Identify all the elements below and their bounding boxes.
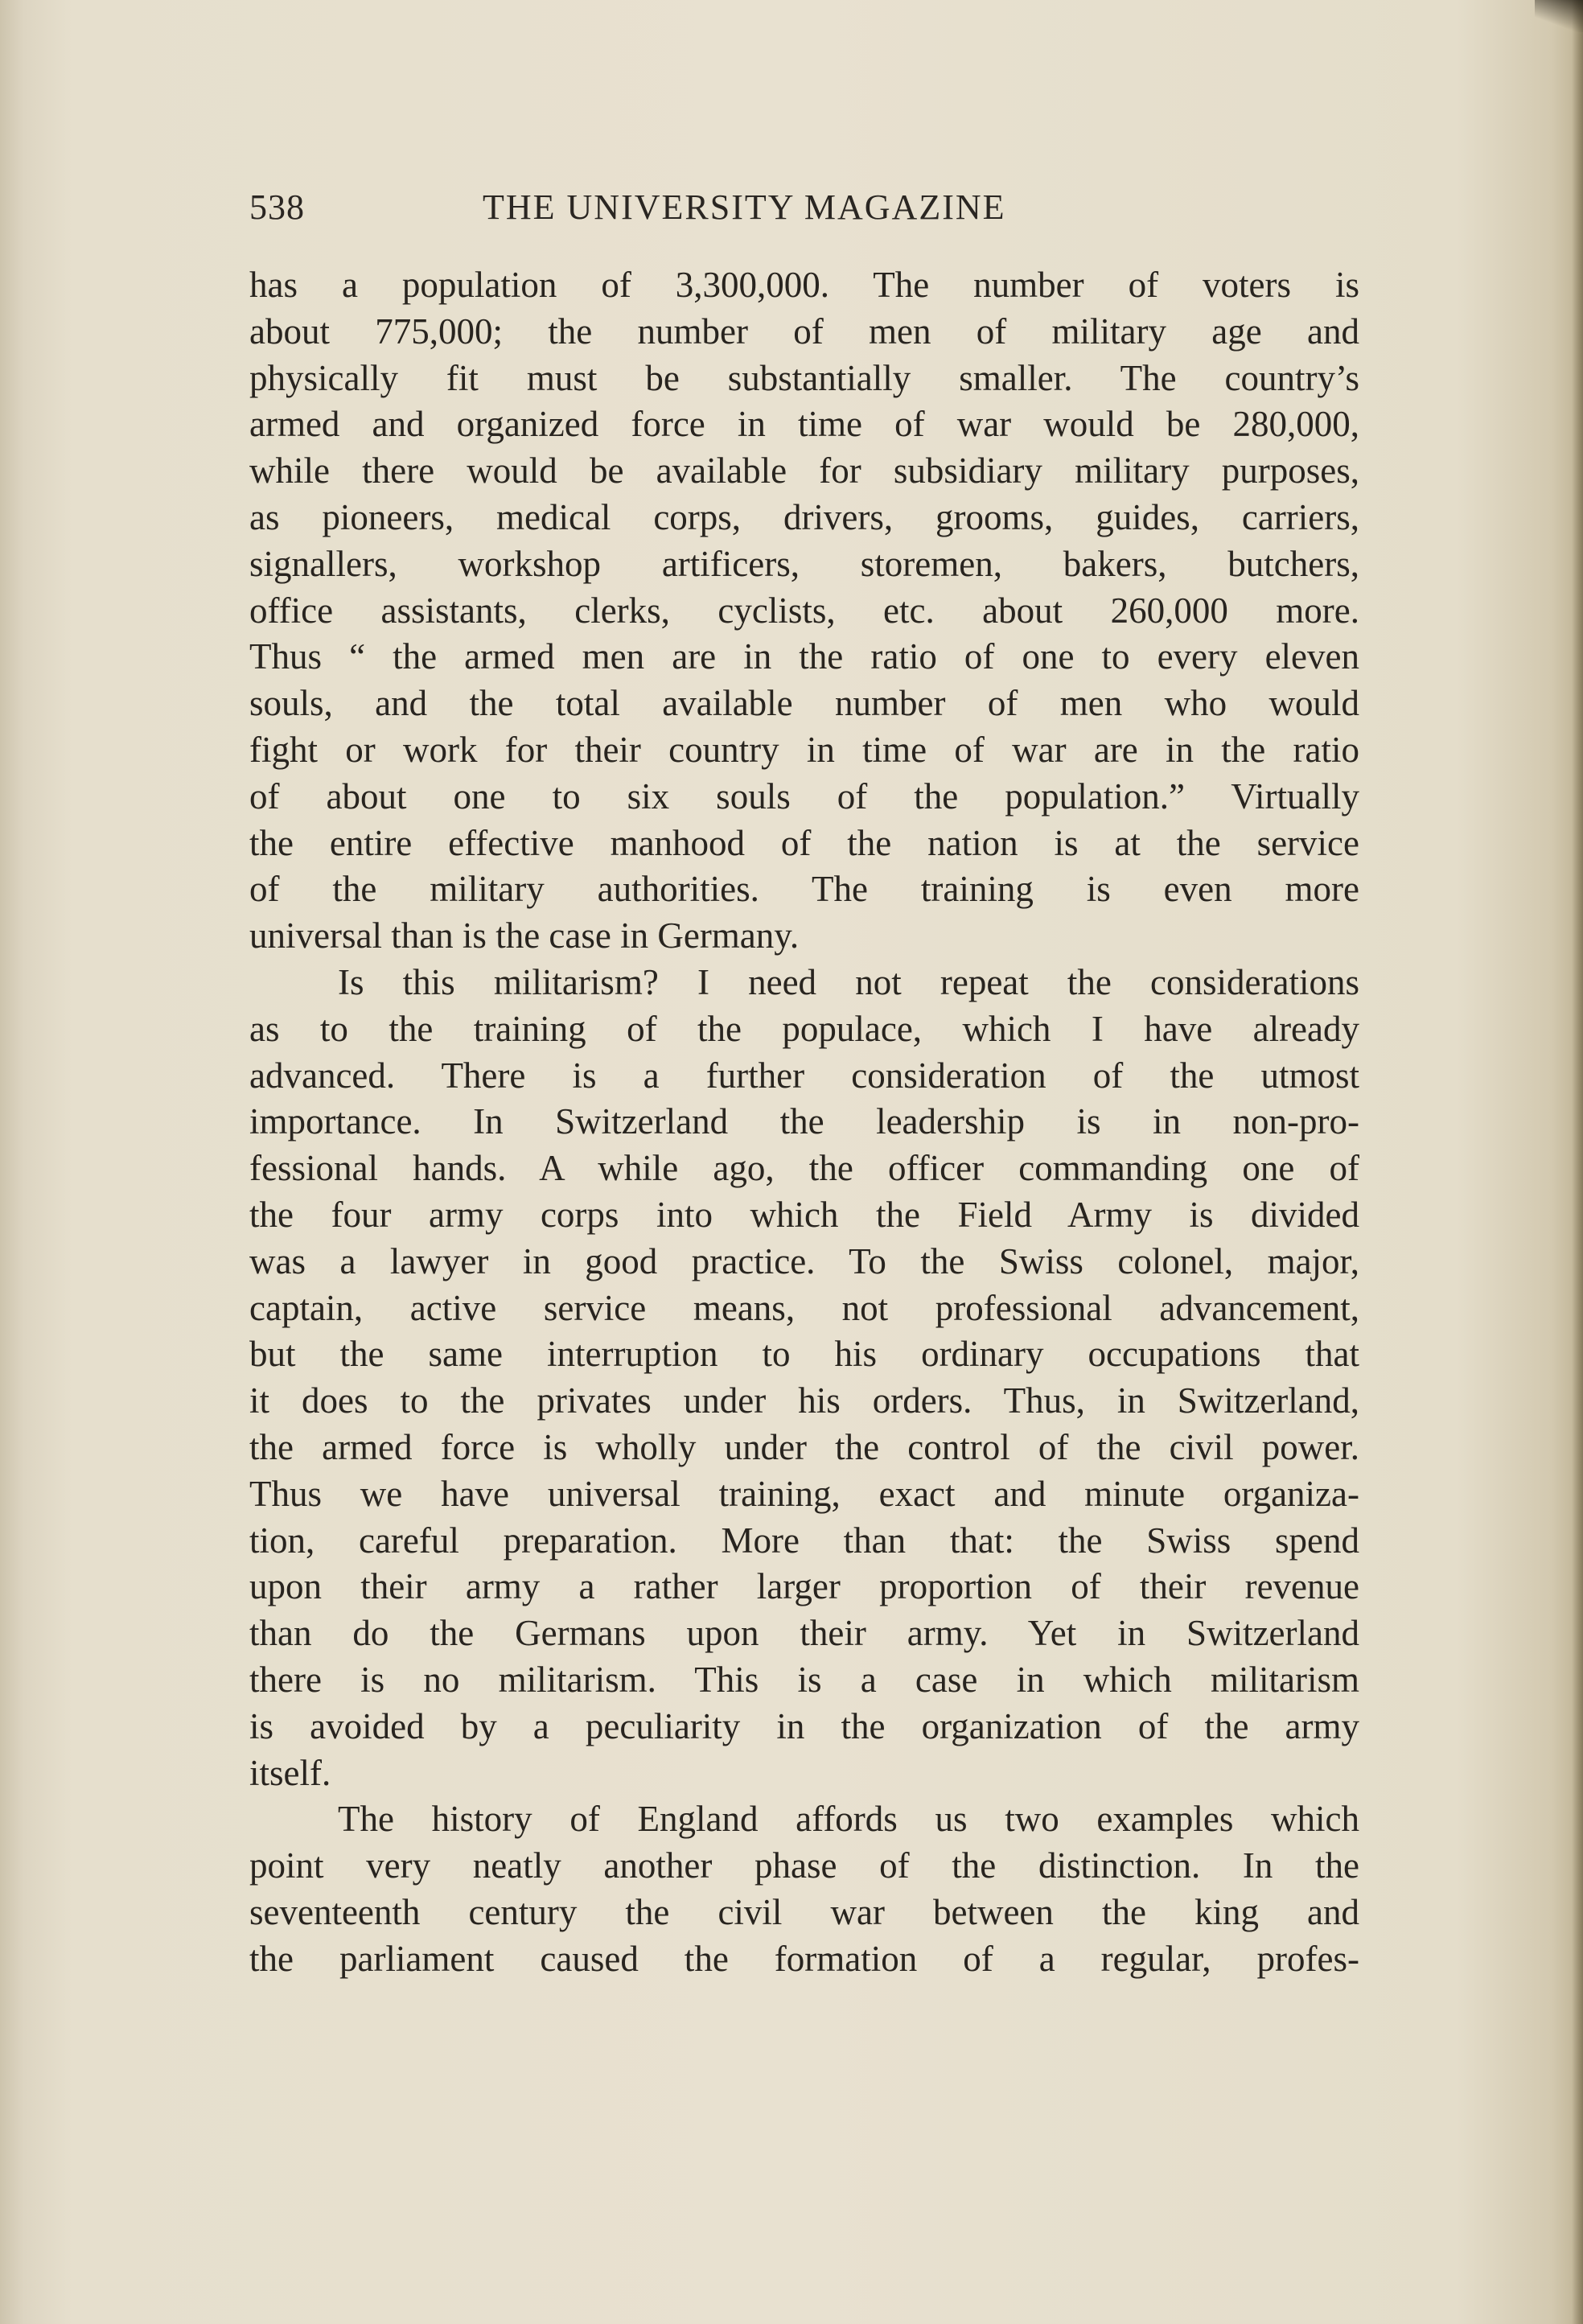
text-line: Thus we have universal training, exact and minute organiza- <box>249 1473 1359 1514</box>
text-line: the four army corps into which the Field Army is divided <box>249 1194 1359 1235</box>
text-line: signallers, workshop artificers, storemen, bakers, butchers, <box>249 543 1359 584</box>
text-line: of about one to six souls of the population.” Virtually <box>249 775 1359 816</box>
paragraph <box>249 1796 1359 1982</box>
text-line: Thus “ the armed men are in the ratio of one to every eleven <box>249 636 1359 677</box>
page-number: 538 <box>249 187 305 227</box>
text-line: the armed force is wholly under the control of the civil power. <box>249 1426 1359 1467</box>
text-line: was a lawyer in good practice. To the Swiss colonel, major, <box>249 1240 1359 1281</box>
page-header <box>249 187 1102 235</box>
text-line: it does to the privates under his orders. Thus, in Switzerland, <box>249 1380 1359 1421</box>
paragraph <box>249 960 1359 1796</box>
text-line: fight or work for their country in time of war are in the ratio <box>249 729 1359 770</box>
paragraph <box>249 262 1359 960</box>
text-line: captain, active service means, not professional advancement, <box>249 1287 1359 1328</box>
text-line: as pioneers, medical corps, drivers, grooms, guides, carriers, <box>249 496 1359 537</box>
text-line: the entire effective manhood of the nation is at the service <box>249 822 1359 863</box>
text-line: office assistants, clerks, cyclists, etc. about 260,000 more. <box>249 590 1359 631</box>
text-line: seventeenth century the civil war between the king and <box>249 1891 1359 1932</box>
text-line: advanced. There is a further consideration of the utmost <box>249 1055 1359 1096</box>
body-text <box>249 262 1359 1982</box>
text-line: itself. <box>249 1752 331 1793</box>
text-line: about 775,000; the number of men of military age and <box>249 311 1359 352</box>
text-line: as to the training of the populace, which I have already <box>249 1008 1359 1049</box>
text-line: importance. In Switzerland the leadership is in non-pro- <box>249 1101 1359 1142</box>
text-line: physically fit must be substantially smaller. The country’s <box>249 357 1359 398</box>
text-line: has a population of 3,300,000. The number of voters is <box>249 265 1359 305</box>
running-head: THE UNIVERSITY MAGAZINE <box>483 187 1006 227</box>
text-line: The history of England affords us two examples which <box>338 1799 1359 1840</box>
text-line: fessional hands. A while ago, the officer commanding one of <box>249 1148 1359 1189</box>
text-line: upon their army a rather larger proportion of their revenue <box>249 1566 1359 1607</box>
page-corner-shadow <box>1535 0 1583 32</box>
text-line: point very neatly another phase of the distinction. In the <box>249 1845 1359 1886</box>
text-line: souls, and the total available number of men who would <box>249 683 1359 724</box>
text-line: tion, careful preparation. More than that: the Swiss spend <box>249 1520 1359 1561</box>
text-line: the parliament caused the formation of a regular, profes- <box>249 1938 1359 1979</box>
text-line: Is this militarism? I need not repeat the considerations <box>338 961 1359 1002</box>
text-line: of the military authorities. The training is even more <box>249 869 1359 910</box>
text-line: but the same interruption to his ordinary occupations that <box>249 1334 1359 1375</box>
text-line: universal than is the case in Germany. <box>249 915 800 956</box>
text-line: is avoided by a peculiarity in the organization of the army <box>249 1705 1359 1746</box>
text-line: armed and organized force in time of war would be 280,000, <box>249 404 1359 445</box>
text-line: than do the Germans upon their army. Yet in Switzerland <box>249 1613 1359 1654</box>
text-line: there is no militarism. This is a case in which militarism <box>249 1659 1359 1700</box>
text-line: while there would be available for subsidiary military purposes, <box>249 450 1359 492</box>
page-edge-shadow <box>1572 0 1583 2324</box>
